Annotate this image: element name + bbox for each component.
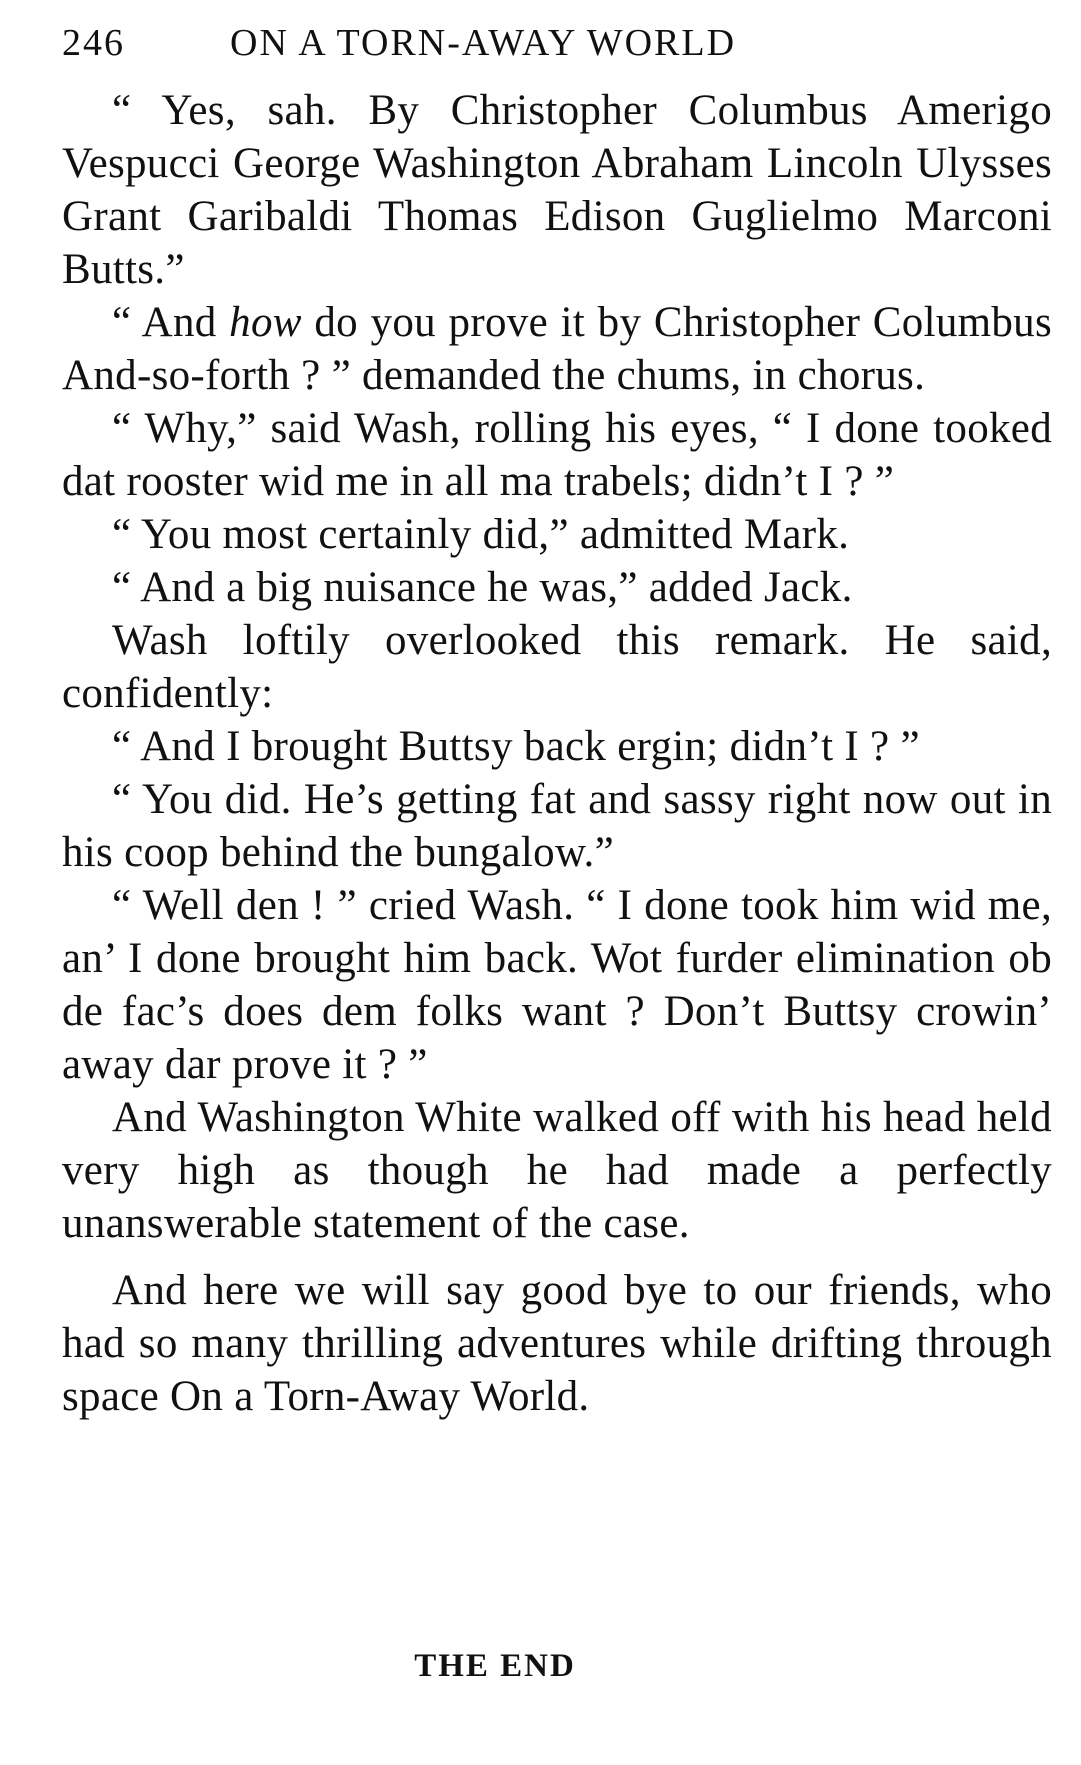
body-text [62, 84, 1052, 1423]
paragraph [62, 296, 1052, 402]
running-head [62, 14, 1052, 72]
paragraph: “ Why,” said Wash, rolling his eyes, “ I done tooked dat rooster wid me in all ma trabels; didn’t I ? ” [62, 405, 1052, 505]
book-page [62, 14, 1052, 1423]
paragraph: “ And I brought Buttsy back ergin; didn’t I ? ” [112, 723, 920, 770]
page-number: 246 [62, 22, 125, 64]
book-title: ON A TORN-AWAY WORLD [230, 22, 737, 64]
paragraph: “ Yes, sah. By Christopher Columbus Amerigo Vespucci George Washington Abraham Lincoln Ulysses Grant Garibaldi Thomas Edison Guglielmo Marconi Butts.” [62, 87, 1052, 293]
paragraph: “ You did. He’s getting fat and sassy right now out in his coop behind the bungalow.” [62, 776, 1052, 876]
the-end-label: THE END [414, 1648, 576, 1684]
emphasized-word: how [229, 299, 302, 346]
paragraph: And here we will say good bye to our friends, who had so many thrilling adventures while drifting through space On a Torn-Away World. [62, 1267, 1052, 1420]
paragraph: “ Well den ! ” cried Wash. “ I done took him wid me, an’ I done brought him back. Wot furder elimination ob de fac’s does dem folks want ? Don’t Buttsy crowin’ away dar prove it ? ” [62, 882, 1052, 1088]
paragraph: And Washington White walked off with his head held very high as though he had made a perfectly unanswerable statement of the case. [62, 1094, 1052, 1247]
paragraph: “ And a big nuisance he was,” added Jack. [112, 564, 853, 611]
paragraph-text: do you prove it by Christopher Columbus And-so-forth ? ” demanded the chums, in chorus. [62, 299, 1052, 399]
paragraph: Wash loftily overlooked this remark. He said, confidently: [62, 617, 1052, 717]
paragraph-text: “ And [112, 299, 230, 346]
paragraph: “ You most certainly did,” admitted Mark. [112, 511, 850, 558]
